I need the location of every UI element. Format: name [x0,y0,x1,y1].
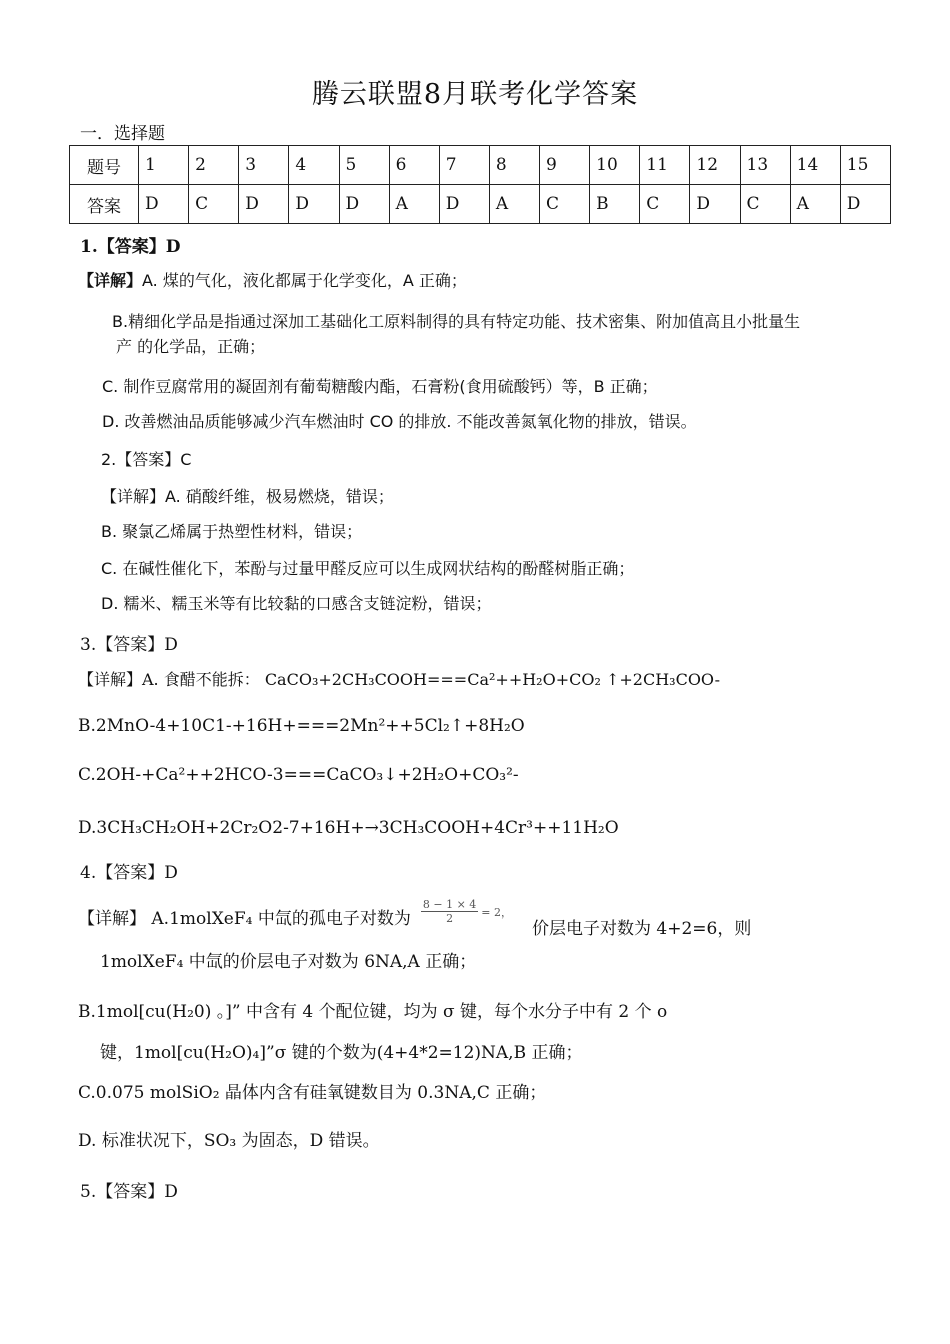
answer-table [69,145,891,224]
q3-answer: 3.【答案】D [80,635,178,655]
q4-detail-b-line2: 键，1mol[cu(H₂O)₄]”σ 键的个数为(4+4*2=12)NA,B 正确； [100,1043,583,1063]
table-row-answers [70,185,891,224]
q4-detail-a-pre: 【详解】 A.1molXeF₄ 中氙的孤电子对数为 [78,909,411,929]
q1-answer: 1.【答案】D [80,237,181,257]
table-cell: 7 [439,146,489,185]
table-cell: D [840,185,890,224]
table-cell: 11 [640,146,690,185]
q4-answer: 4.【答案】D [80,863,178,883]
table-cell: D [239,185,289,224]
table-cell: A [389,185,439,224]
q4-detail-a-line2: 1molXeF₄ 中氙的价层电子对数为 6NA,A 正确； [100,952,477,972]
table-cell: A [489,185,539,224]
table-cell: 12 [690,146,740,185]
table-cell: D [289,185,339,224]
q2-answer: 2.【答案】C [101,450,192,469]
q3-detail-c: C.2OH-+Ca²++2HCO-3===CaCO₃↓+2H₂O+CO₃²- [78,765,519,785]
table-cell: 1 [139,146,189,185]
section-heading: 一．选择题 [80,124,165,144]
q1-detail-b-line1: B.精细化学品是指通过深加工基础化工原料制得的具有特定功能、技术密集、附加值高且小批量生 [112,312,801,331]
table-cell: 3 [239,146,289,185]
table-cell: 13 [740,146,790,185]
table-cell: C [540,185,590,224]
q1-detail-a: 【详解】A. 煤的气化，液化都属于化学变化，A 正确； [78,271,467,290]
table-cell: 4 [289,146,339,185]
q5-answer: 5.【答案】D [80,1182,178,1202]
page-title: 腾云联盟8月联考化学答案 [311,79,639,110]
table-cell: B [590,185,640,224]
q1-detail-b-line2: 产 的化学品，正确； [116,337,266,356]
table-cell: D [339,185,389,224]
fraction-numerator: 8 − 1 × 4 [422,898,477,911]
q4-detail-a-post: 价层电子对数为 4+2=6，则 [532,919,752,939]
table-cell: C [740,185,790,224]
table-cell: 5 [339,146,389,185]
q2-detail-b: B. 聚氯乙烯属于热塑性材料，错误； [101,522,363,541]
q4-detail-c: C.0.075 molSiO₂ 晶体内含有硅氧键数目为 0.3NA,C 正确； [78,1083,547,1103]
table-cell: D [439,185,489,224]
table-cell: 6 [389,146,439,185]
q1-detail-d: D. 改善燃油品质能够减少汽车燃油时 CO 的排放. 不能改善氮氧化物的排放，错误。 [102,412,697,431]
table-cell: D [139,185,189,224]
table-cell: 9 [540,146,590,185]
table-cell: A [790,185,840,224]
table-cell: C [640,185,690,224]
q2-detail-d: D. 糯米、糯玉米等有比较黏的口感含支链淀粉，错误； [101,594,492,613]
q3-detail-a: 【详解】A. 食醋不能拆： CaCO₃+2CH₃COOH===Ca²++H₂O+CO₂ ↑+2CH₃COO- [78,670,721,689]
table-cell: 2 [189,146,239,185]
q4-detail-b-line1: B.1mol[cu(H₂0) 。]” 中含有 4 个配位键，均为 σ 键，每个水分子中有 2 个 o [78,1002,668,1022]
fraction-denominator: 2 [446,912,454,925]
q4-detail-a [78,894,751,939]
table-cell: 14 [790,146,840,185]
fraction-result: = 2， [481,905,513,919]
table-cell: C [189,185,239,224]
q4-detail-d: D. 标准状况下，SO₃ 为固态，D 错误。 [78,1131,380,1151]
table-row-label: 答案 [70,185,139,224]
fraction-formula [421,898,512,925]
table-cell: D [690,185,740,224]
table-row-label: 题号 [70,146,139,185]
q3-detail-d: D.3CH₃CH₂OH+2Cr₂O2-7+16H+→3CH₃COOH+4Cr³++11H₂O [78,818,619,838]
table-cell: 10 [590,146,640,185]
table-cell: 8 [489,146,539,185]
q2-detail-a: 【详解】A. 硝酸纤维，极易燃烧，错误； [101,487,394,506]
q2-detail-c: C. 在碱性催化下，苯酚与过量甲醛反应可以生成网状结构的酚醛树脂正确； [101,559,635,578]
q1-detail-c: C. 制作豆腐常用的凝固剂有葡萄糖酸内酯，石膏粉(食用硫酸钙）等，B 正确； [102,377,658,396]
table-cell: 15 [840,146,890,185]
q3-detail-b: B.2MnO-4+10C1-+16H+===2Mn²++5Cl₂↑+8H₂O [78,716,525,736]
table-row-numbers [70,146,891,185]
